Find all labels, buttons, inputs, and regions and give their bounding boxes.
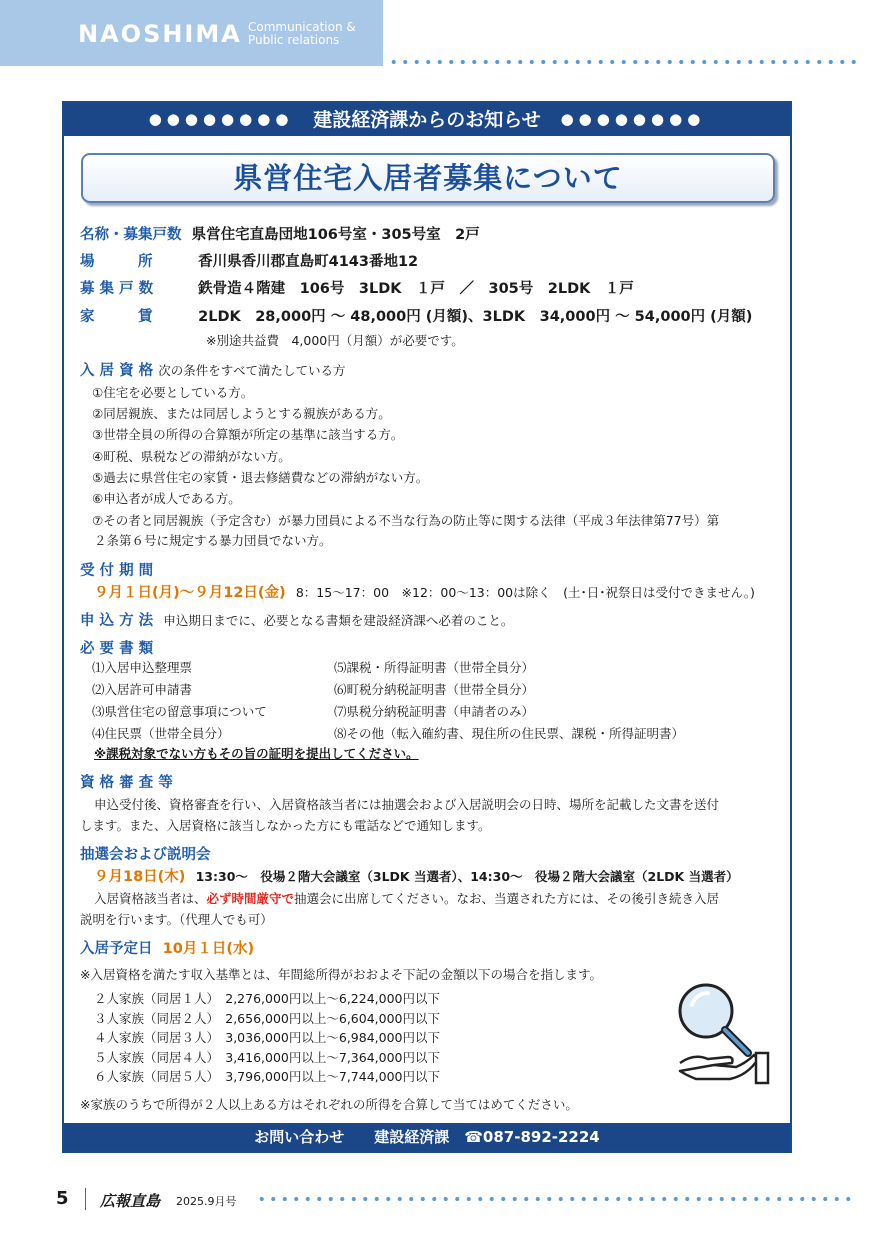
income-row: ４人家族（同居３人） 3,036,000円以上～6,984,000円以下	[94, 1030, 440, 1045]
review-line-2: します。また、入居資格に該当しなかった方にも電話などで通知します。	[80, 818, 491, 833]
header-dots	[388, 59, 858, 65]
qualification-item: ③世帯全員の所得の合算額が所定の基準に該当する方。	[92, 427, 404, 442]
contact-band: お問い合わせ 建設経済課 ☎087-892-2224	[64, 1123, 790, 1151]
qualification-item: ②同居親族、または同居しようとする親族がある方。	[92, 406, 391, 421]
section-title: 建設経済課からのお知らせ	[313, 109, 541, 131]
qualification-row: 入 居 資 格 次の条件をすべて満たしている方	[80, 363, 346, 379]
doc-item: ⑺県税分納税証明書（申請者のみ）	[334, 704, 535, 719]
qualification-item: ⑥申込者が成人である方。	[92, 491, 241, 506]
magnifier-hand-icon	[674, 975, 774, 1085]
review-label: 資 格 審 査 等	[80, 775, 173, 791]
doc-item: ⑴入居申込整理票	[92, 660, 193, 675]
review-line-1: 申込受付後、資格審査を行い、入居資格該当者には抽選会および入居説明会の日時、場所を記載した文書を送付	[94, 797, 720, 812]
income-note: ※家族のうちで所得が２人以上ある方はそれぞれの所得を合算して当てはめてください。	[80, 1097, 578, 1112]
qualification-item: ⑤過去に県営住宅の家賃・退去修繕費などの滞納がない方。	[92, 470, 429, 485]
units-row: 募 集 戸 数 鉄骨造４階建 106号 3LDK １戸 ／ 305号 2LDK １戸	[80, 281, 634, 297]
docs-label: 必 要 書 類	[80, 641, 154, 657]
doc-item: ⑶県営住宅の留意事項について	[92, 704, 267, 719]
qualification-item: ⑦その者と同居親族（予定含む）が暴力団員による不当な行為の防止等に関する法律（平成３年法律第77号）第	[92, 513, 720, 528]
lottery-row: ９月18日(木) 13:30～ 役場２階大会議室（3LDK 当選者）、14:30～ 役場２階大会議室（2LDK 当選者）	[94, 869, 739, 885]
qualification-item: ①住宅を必要としている方。	[92, 385, 254, 400]
name-row: 名称・募集戸数 県営住宅直島団地106号室・305号室 2戸	[80, 227, 480, 243]
income-row: ３人家族（同居２人） 2,656,000円以上～6,604,000円以下	[94, 1010, 440, 1026]
notice-frame	[62, 101, 792, 1153]
docs-note: ※課税対象でない方もその旨の証明を提出してください。	[94, 746, 419, 761]
place-row: 場 所 香川県香川郡直島町4143番地12	[80, 254, 419, 270]
qualification-item: ２条第６号に規定する暴力団員でない方。	[94, 533, 332, 548]
income-row: ６人家族（同居５人） 3,796,000円以上～7,744,000円以下	[94, 1069, 440, 1084]
apply-row: 申 込 方 法 申込期日までに、必要となる書類を建設経済課へ必着のこと。	[80, 613, 514, 629]
movein-row: 入居予定日 10月１日(水)	[80, 941, 255, 957]
notice-title: 県営住宅入居者募集について	[81, 153, 775, 203]
doc-item: ⑷住民票（世帯全員分）	[92, 726, 230, 741]
page-number: 5	[56, 1188, 69, 1209]
income-row: ２人家族（同居１人） 2,276,000円以上～6,224,000円以下	[94, 991, 440, 1006]
footer-dots	[256, 1196, 856, 1202]
doc-item: ⑵入居許可申請書	[92, 682, 193, 697]
doc-item: ⑸課税・所得証明書（世帯全員分）	[334, 660, 535, 675]
lottery-label: 抽選会および説明会	[80, 847, 211, 863]
period-label: 受 付 期 間	[80, 563, 154, 579]
period-row: ９月１日(月)～９月12日(金) 8：15～17：00 ※12：00～13：00は除く (土･日･祝祭日は受付できません。)	[94, 585, 755, 601]
lottery-line-1: 入居資格該当者は、必ず時間厳守で抽選会に出席してください。なお、当選された方には、その後引き続き入居	[94, 891, 720, 906]
header-subtitle: Communication & Public relations	[248, 20, 356, 47]
naoshima-logo: NAOSHIMA	[78, 20, 242, 48]
section-header: ●●●●●●●● 建設経済課からのお知らせ ●●●●●●●●	[64, 103, 790, 136]
doc-item: ⑻その他（転入確約書、現住所の住民票、課税・所得証明書）	[334, 726, 685, 741]
income-row: ５人家族（同居４人） 3,416,000円以上～7,364,000円以下	[94, 1049, 440, 1065]
footer-brand: 広報直島	[100, 1192, 161, 1210]
lottery-line-2: 説明を行います。（代理人でも可）	[80, 912, 273, 927]
rent-row: 家 賃 2LDK 28,000円 ～ 48,000円 (月額)、3LDK 34,000円 ～ 54,000円 (月額)	[80, 309, 753, 325]
rent-note: ※別途共益費 4,000円（月額）が必要です。	[206, 333, 464, 348]
doc-item: ⑹町税分納税証明書（世帯全員分）	[334, 682, 535, 697]
footer-divider	[85, 1188, 86, 1210]
qualification-item: ④町税、県税などの滞納がない方。	[92, 449, 291, 464]
income-intro: ※入居資格を満たす収入基準とは、年間総所得がおおよそ下記の金額以下の場合を指します。	[80, 967, 602, 982]
footer-issue-date: 2025.9月号	[176, 1195, 237, 1208]
